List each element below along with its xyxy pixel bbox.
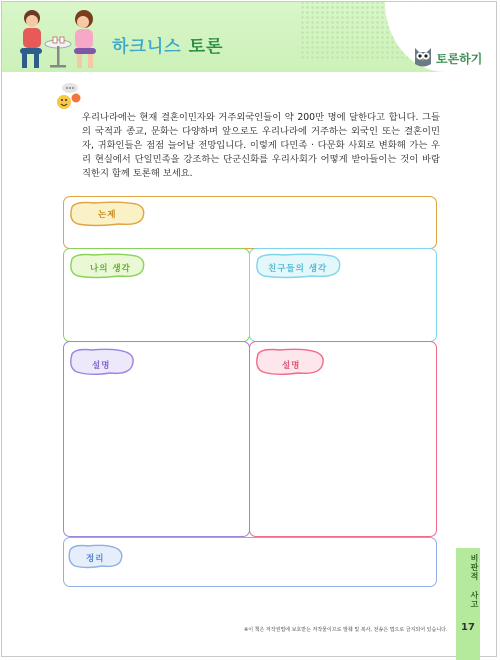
section-badge-label: 토론하기: [436, 52, 483, 66]
friends-thought-label: 친구들의 생각: [268, 264, 328, 274]
side-tab-label: 비판적 사고: [470, 554, 479, 609]
page-title: [112, 32, 223, 57]
people-at-table-illustration: [12, 6, 104, 70]
explain-left-label: 설명: [92, 361, 111, 371]
title-part-harkness: 하크니스: [112, 37, 182, 57]
explain-left-frame[interactable]: [63, 341, 250, 537]
title-part-debate: 토론: [188, 37, 224, 57]
copyright-footnote: ※이 책은 저작권법에 보호받는 저작물이므로 발췌 및 복사, 전송은 법으로 금지되어 있습니다.: [244, 627, 448, 633]
my-thought-label: 나의 생각: [90, 264, 131, 274]
explain-right-label: 설명: [282, 361, 301, 371]
emoji-chat-icon: [56, 82, 82, 112]
owl-icon: [412, 44, 434, 68]
summary-frame[interactable]: [63, 537, 437, 587]
explain-right-frame[interactable]: [249, 341, 437, 537]
page-number: 17: [461, 622, 475, 633]
topic-label: 논제: [98, 210, 117, 220]
friends-thought-frame[interactable]: [249, 248, 437, 342]
intro-paragraph: 우리나라에는 현재 결혼이민자와 거주외국인들이 약 200만 명에 달한다고 합니다. 그들의 국적과 종교, 문화는 다양하며 앞으로도 우리나라에 거주하는 외국인 또는 결혼이민자, 귀화인들은 점점 늘어날 전망입니다. 이렇게 다민족 · 다문화 사회로 변화해 가는 우리 현실에서 단일민족을 강조하는 단군신화를 우리사회가 어떻게 받아들이는 것이 바람직한지 함께 토론해 보세요.: [82, 112, 440, 179]
side-chapter-tab: [456, 548, 480, 660]
my-thought-frame[interactable]: [63, 248, 250, 342]
topic-frame[interactable]: [63, 196, 437, 249]
summary-label: 정리: [86, 554, 105, 564]
